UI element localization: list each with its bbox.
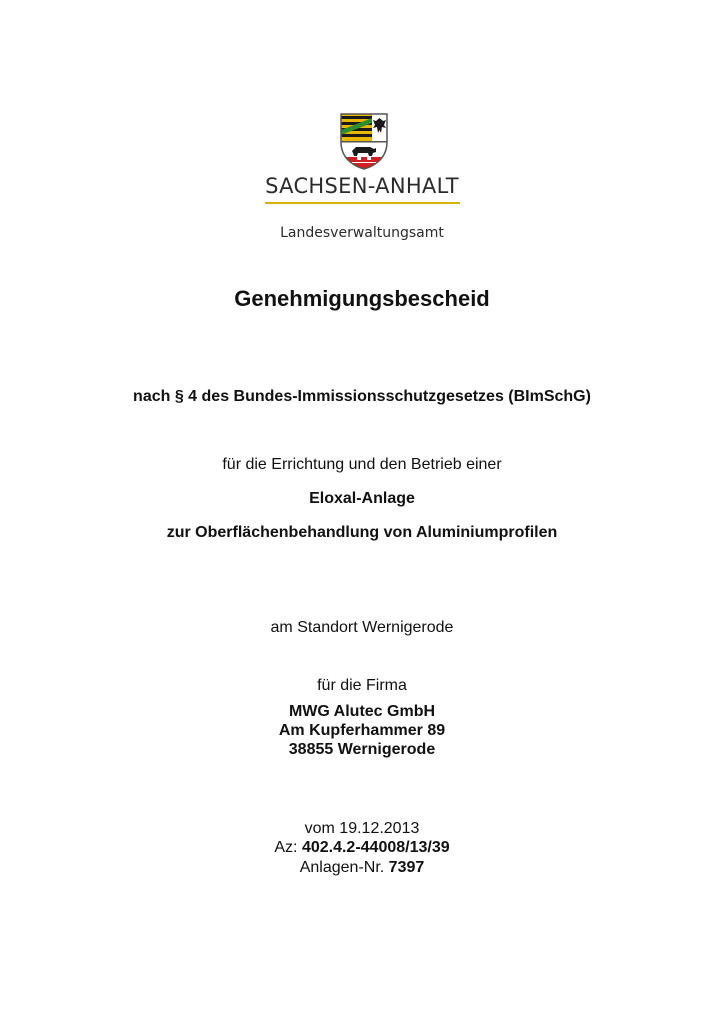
date-line: vom 19.12.2013 (304, 820, 420, 837)
authority-name: Landesverwaltungsamt (280, 225, 444, 241)
facility-name: Eloxal-Anlage (309, 490, 415, 507)
location: am Standort Wernigerode (270, 619, 454, 636)
document-title: Genehmigungsbescheid (234, 286, 490, 311)
facility-description: zur Oberflächenbehandlung von Aluminiumprofilen (166, 524, 558, 541)
purpose-intro: für die Errichtung und den Betrieb einer (222, 456, 502, 473)
plant-label: Anlagen-Nr. (299, 859, 389, 876)
reference-value: 402.4.2-44008/13/39 (301, 839, 450, 856)
company-city: 38855 Wernigerode (288, 741, 436, 758)
legal-basis: nach § 4 des Bundes-Immissionsschutzgesetzes (BImSchG) (133, 388, 591, 405)
reference-label: Az: (274, 839, 302, 856)
coat-of-arms-icon (339, 112, 389, 170)
company-name: MWG Alutec GmbH (288, 703, 436, 720)
gold-divider (265, 202, 460, 204)
company-intro: für die Firma (317, 677, 407, 694)
company-street: Am Kupferhammer 89 (278, 722, 446, 739)
plant-value: 7397 (388, 859, 425, 876)
state-name: SACHSEN-ANHALT (265, 174, 459, 198)
plant-number-line (40, 859, 684, 877)
reference-line (40, 839, 684, 857)
